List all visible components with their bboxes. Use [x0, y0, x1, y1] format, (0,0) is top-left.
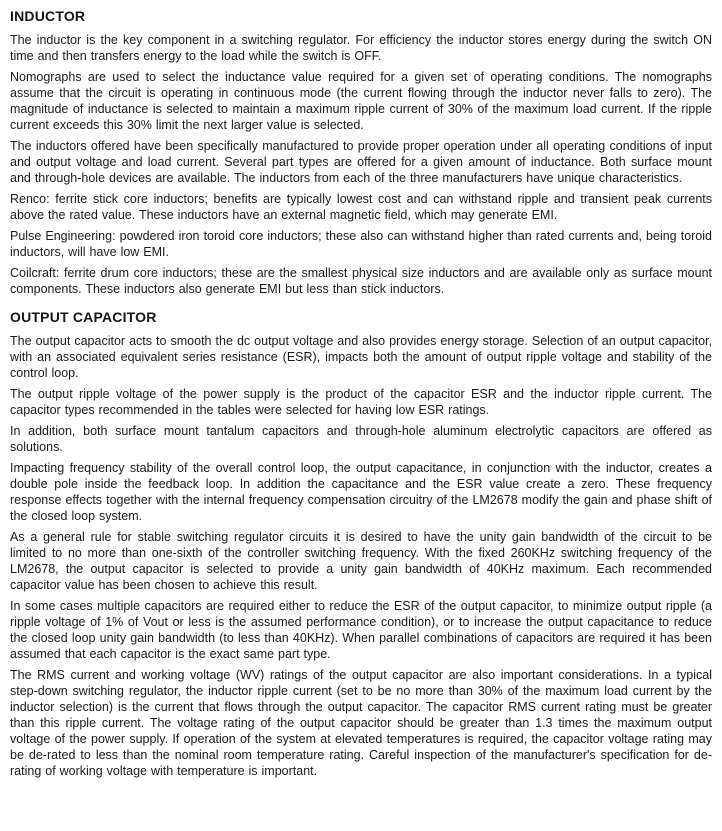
paragraph-output-ripple-voltage: The output ripple voltage of the power supply is the product of the capacitor ESR and the inductor ripple current. The capacitor types recommended in the tables were selected for having low ESR ratings.	[10, 387, 712, 417]
paragraph-nomographs: Nomographs are used to select the inductance value required for a given set of operating conditions. The nomographs assume that the circuit is operating in continuous mode (the current flowing through the inductor never falls to zero). The magnitude of inductance is selected to maintain a maximum ripple current of 30% of the maximum load current. If the ripple current exceeds this 30% limit the next larger value is selected.	[10, 70, 712, 132]
paragraph-multiple-capacitors: In some cases multiple capacitors are required either to reduce the ESR of the output capacitor, to minimize output ripple (a ripple voltage of 1% of Vout or less is the assumed performance condition), or to increase the output capacitance to reduce the closed loop unity gain bandwidth (to less than 40KHz). When parallel combinations of capacitors are required it has been assumed that each capacitor is the exact same part type.	[10, 599, 712, 661]
paragraph-renco: Renco: ferrite stick core inductors; benefits are typically lowest cost and can withstand ripple and transient peak currents above the rated value. These inductors have an external magnetic field, which may generate EMI.	[10, 192, 712, 222]
paragraph-output-capacitor-intro: The output capacitor acts to smooth the dc output voltage and also provides energy storage. Selection of an output capacitor, with an associated equivalent series resistance (ESR), impacts both the amount of output ripple voltage and stability of the control loop.	[10, 334, 712, 380]
paragraph-capacitor-types: In addition, both surface mount tantalum capacitors and through-hole aluminum electrolytic capacitors are offered as solutions.	[10, 424, 712, 454]
paragraph-inductor-intro: The inductor is the key component in a switching regulator. For efficiency the inductor stores energy during the switch ON time and then transfers energy to the load while the switch is OFF.	[10, 33, 712, 63]
paragraph-coilcraft: Coilcraft: ferrite drum core inductors; these are the smallest physical size inductors and are available only as surface mount components. These inductors also generate EMI but less than stick inductors.	[10, 266, 712, 296]
section-output-capacitor	[10, 309, 712, 779]
paragraph-rms-current-working-voltage: The RMS current and working voltage (WV) ratings of the output capacitor are also important considerations. In a typical step-down switching regulator, the inductor ripple current (set to be no more than 30% of the maximum load current by the inductor selection) is the current that flows through the output capacitor. The capacitor RMS current rating must be greater than this ripple current. The voltage rating of the output capacitor should be greater than 1.3 times the maximum output voltage of the power supply. If operation of the system at elevated temperatures is required, the capacitor voltage rating may be de-rated to less than the nominal room temperature rating. Careful inspection of the manufacturer's specification for de-rating of working voltage with temperature is important.	[10, 668, 712, 778]
paragraph-unity-gain-bandwidth: As a general rule for stable switching regulator circuits it is desired to have the unity gain bandwidth of the circuit to be limited to no more than one-sixth of the controller switching frequency. With the fixed 260KHz switching frequency of the LM2678, the output capacitor is selected to provide a unity gain bandwidth of 40KHz maximum. Each recommended capacitor value has been chosen to achieve this result.	[10, 530, 712, 592]
paragraph-frequency-stability: Impacting frequency stability of the overall control loop, the output capacitance, in conjunction with the inductor, creates a double pole inside the feedback loop. In addition the capacitance and the ESR value create a zero. These frequency response effects together with the internal frequency compensation circuitry of the LM2678 modify the gain and phase shift of the closed loop system.	[10, 461, 712, 523]
inductor-section-heading: INDUCTOR	[10, 8, 86, 24]
paragraph-pulse-engineering: Pulse Engineering: powdered iron toroid core inductors; these also can withstand higher than rated currents and, being toroid inductors, will have low EMI.	[10, 229, 712, 259]
output-capacitor-section-heading: OUTPUT CAPACITOR	[10, 309, 157, 325]
section-inductor	[10, 8, 712, 297]
paragraph-inductors-offered: The inductors offered have been specifically manufactured to provide proper operation under all operating conditions of input and output voltage and load current. Several part types are offered for a given amount of inductance. Both surface mount and through-hole devices are available. The inductors from each of the three manufacturers have unique characteristics.	[10, 139, 712, 185]
